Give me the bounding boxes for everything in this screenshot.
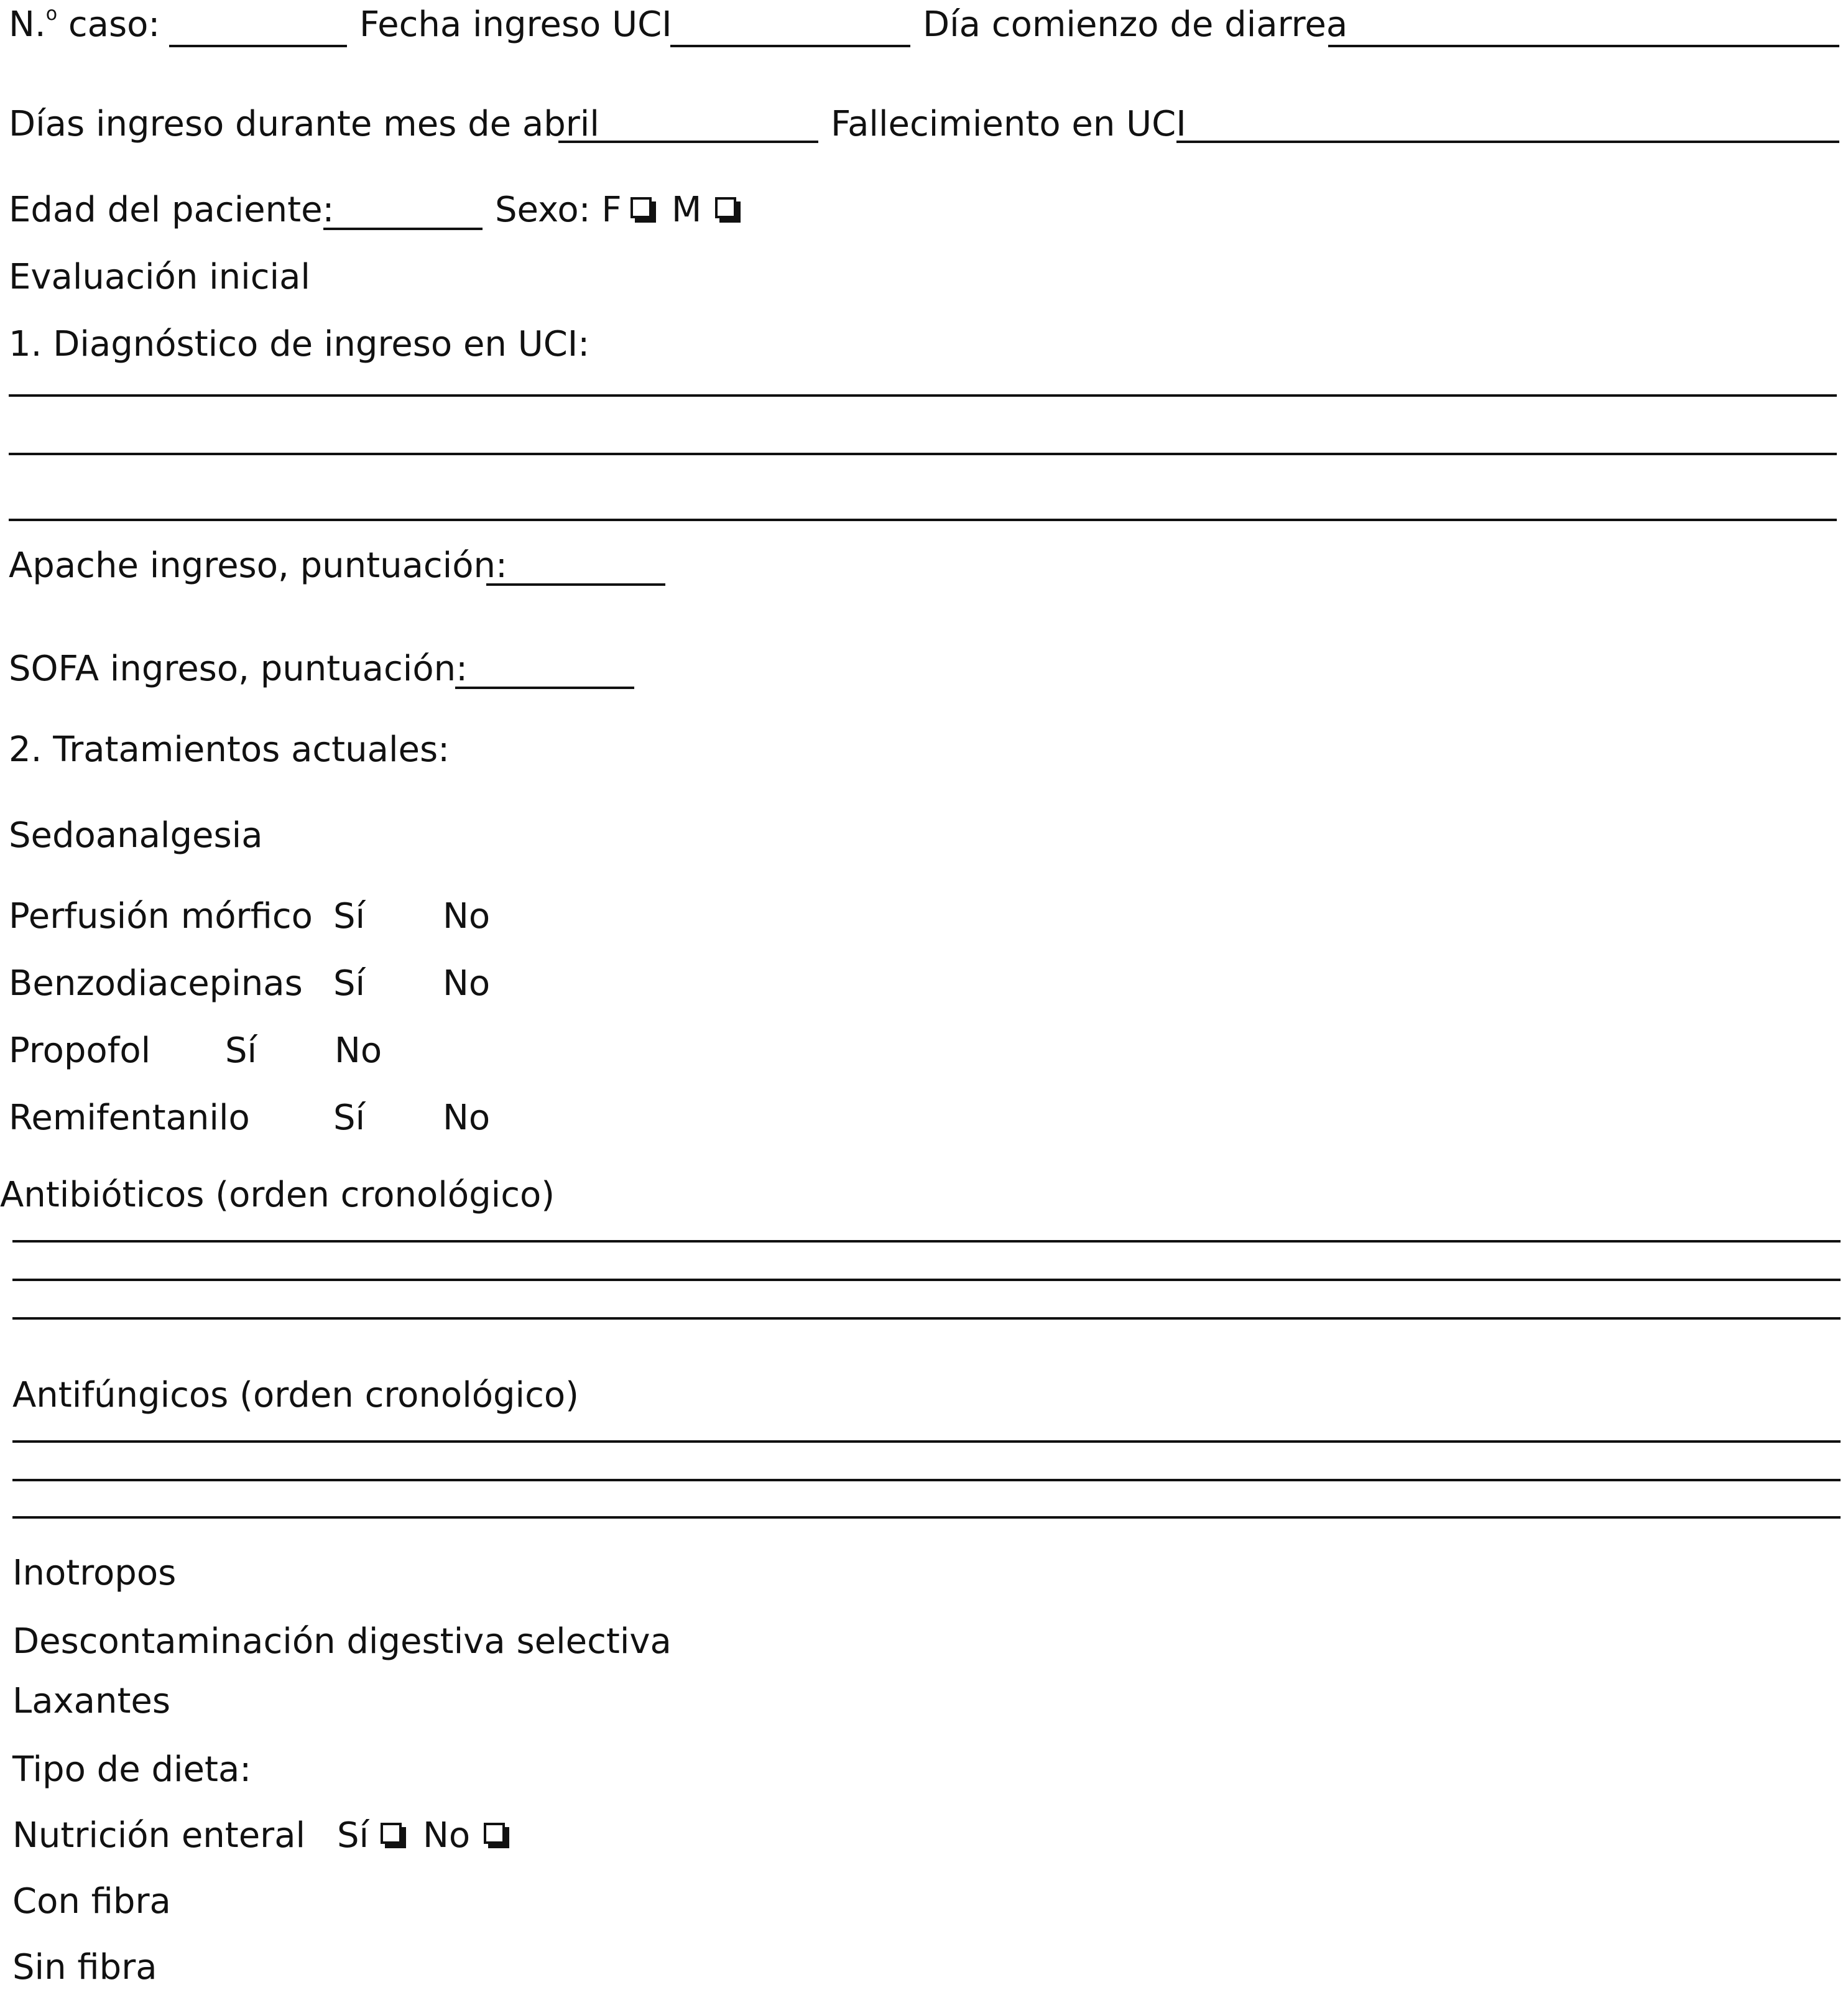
sex-m-label: M [672, 190, 702, 230]
propofol-yes-option[interactable]: Sí [225, 1030, 257, 1071]
morphine-no-option[interactable]: No [443, 896, 491, 937]
antifungals-line-1[interactable] [12, 1440, 1841, 1443]
inotropes-label: Inotropos [12, 1553, 177, 1593]
decontamination-label: Descontaminación digestiva selectiva [12, 1621, 672, 1662]
antifungals-line-2[interactable] [12, 1479, 1841, 1481]
antibiotics-line-3[interactable] [12, 1317, 1841, 1320]
antifungals-label: Antifúngicos (orden cronológico) [12, 1375, 580, 1415]
diagnosis-label: 1. Diagnóstico de ingreso en UCI: [9, 324, 590, 364]
icu-death-field[interactable] [1176, 141, 1839, 143]
enteral-yes-checkbox[interactable] [381, 1823, 402, 1844]
case-number-field[interactable] [169, 45, 347, 47]
morphine-label: Perfusión mórfico [9, 896, 313, 937]
enteral-no-label: No [423, 1815, 471, 1856]
enteral-yes-label: Sí [337, 1815, 369, 1856]
remifentanil-no-option[interactable]: No [443, 1098, 491, 1138]
april-days-label: Días ingreso durante mes de abril [9, 104, 599, 144]
sofa-field[interactable] [455, 687, 634, 689]
diet-title: Tipo de dieta: [12, 1749, 252, 1790]
without-fiber-label: Sin fibra [12, 1947, 157, 1988]
antibiotics-label: Antibióticos (orden cronológico) [0, 1175, 555, 1215]
patient-age-field[interactable] [323, 228, 483, 230]
sex-m-checkbox[interactable] [715, 197, 736, 218]
antibiotics-line-2[interactable] [12, 1279, 1841, 1281]
patient-age-label: Edad del paciente: [9, 190, 335, 230]
diarrhea-onset-field[interactable] [1328, 45, 1839, 47]
sofa-label: SOFA ingreso, puntuación: [9, 649, 468, 689]
remifentanil-label: Remifentanilo [9, 1098, 250, 1138]
icu-admission-date-label: Fecha ingreso UCI [359, 4, 672, 45]
april-days-field[interactable] [558, 141, 818, 143]
benzodiazepines-no-option[interactable]: No [443, 963, 491, 1004]
benzodiazepines-yes-option[interactable]: Sí [333, 963, 366, 1004]
diagnosis-line-2[interactable] [9, 453, 1837, 455]
initial-evaluation-title: Evaluación inicial [9, 257, 310, 297]
sedation-title: Sedoanalgesia [9, 815, 263, 856]
sex-f-checkbox[interactable] [631, 197, 652, 218]
antifungals-line-3[interactable] [12, 1516, 1841, 1519]
enteral-nutrition-label: Nutrición enteral [12, 1815, 306, 1856]
antibiotics-line-1[interactable] [12, 1240, 1841, 1243]
treatments-title: 2. Tratamientos actuales: [9, 729, 450, 770]
icu-death-label: Fallecimiento en UCI [831, 104, 1186, 144]
propofol-label: Propofol [9, 1030, 151, 1071]
morphine-yes-option[interactable]: Sí [333, 896, 366, 937]
enteral-no-checkbox[interactable] [484, 1823, 505, 1844]
remifentanil-yes-option[interactable]: Sí [333, 1098, 366, 1138]
with-fiber-label: Con fibra [12, 1881, 171, 1922]
diagnosis-line-3[interactable] [9, 519, 1837, 521]
propofol-no-option[interactable]: No [335, 1030, 382, 1071]
diarrhea-onset-label: Día comienzo de diarrea [923, 4, 1348, 45]
icu-admission-date-field[interactable] [670, 45, 910, 47]
benzodiazepines-label: Benzodiacepinas [9, 963, 303, 1004]
case-number-label: N.$^o$ caso: [9, 3, 160, 45]
diagnosis-line-1[interactable] [9, 394, 1837, 397]
apache-label: Apache ingreso, puntuación: [9, 545, 507, 586]
apache-field[interactable] [486, 583, 665, 586]
laxatives-label: Laxantes [12, 1681, 171, 1721]
sex-label: Sexo: F [495, 190, 622, 230]
